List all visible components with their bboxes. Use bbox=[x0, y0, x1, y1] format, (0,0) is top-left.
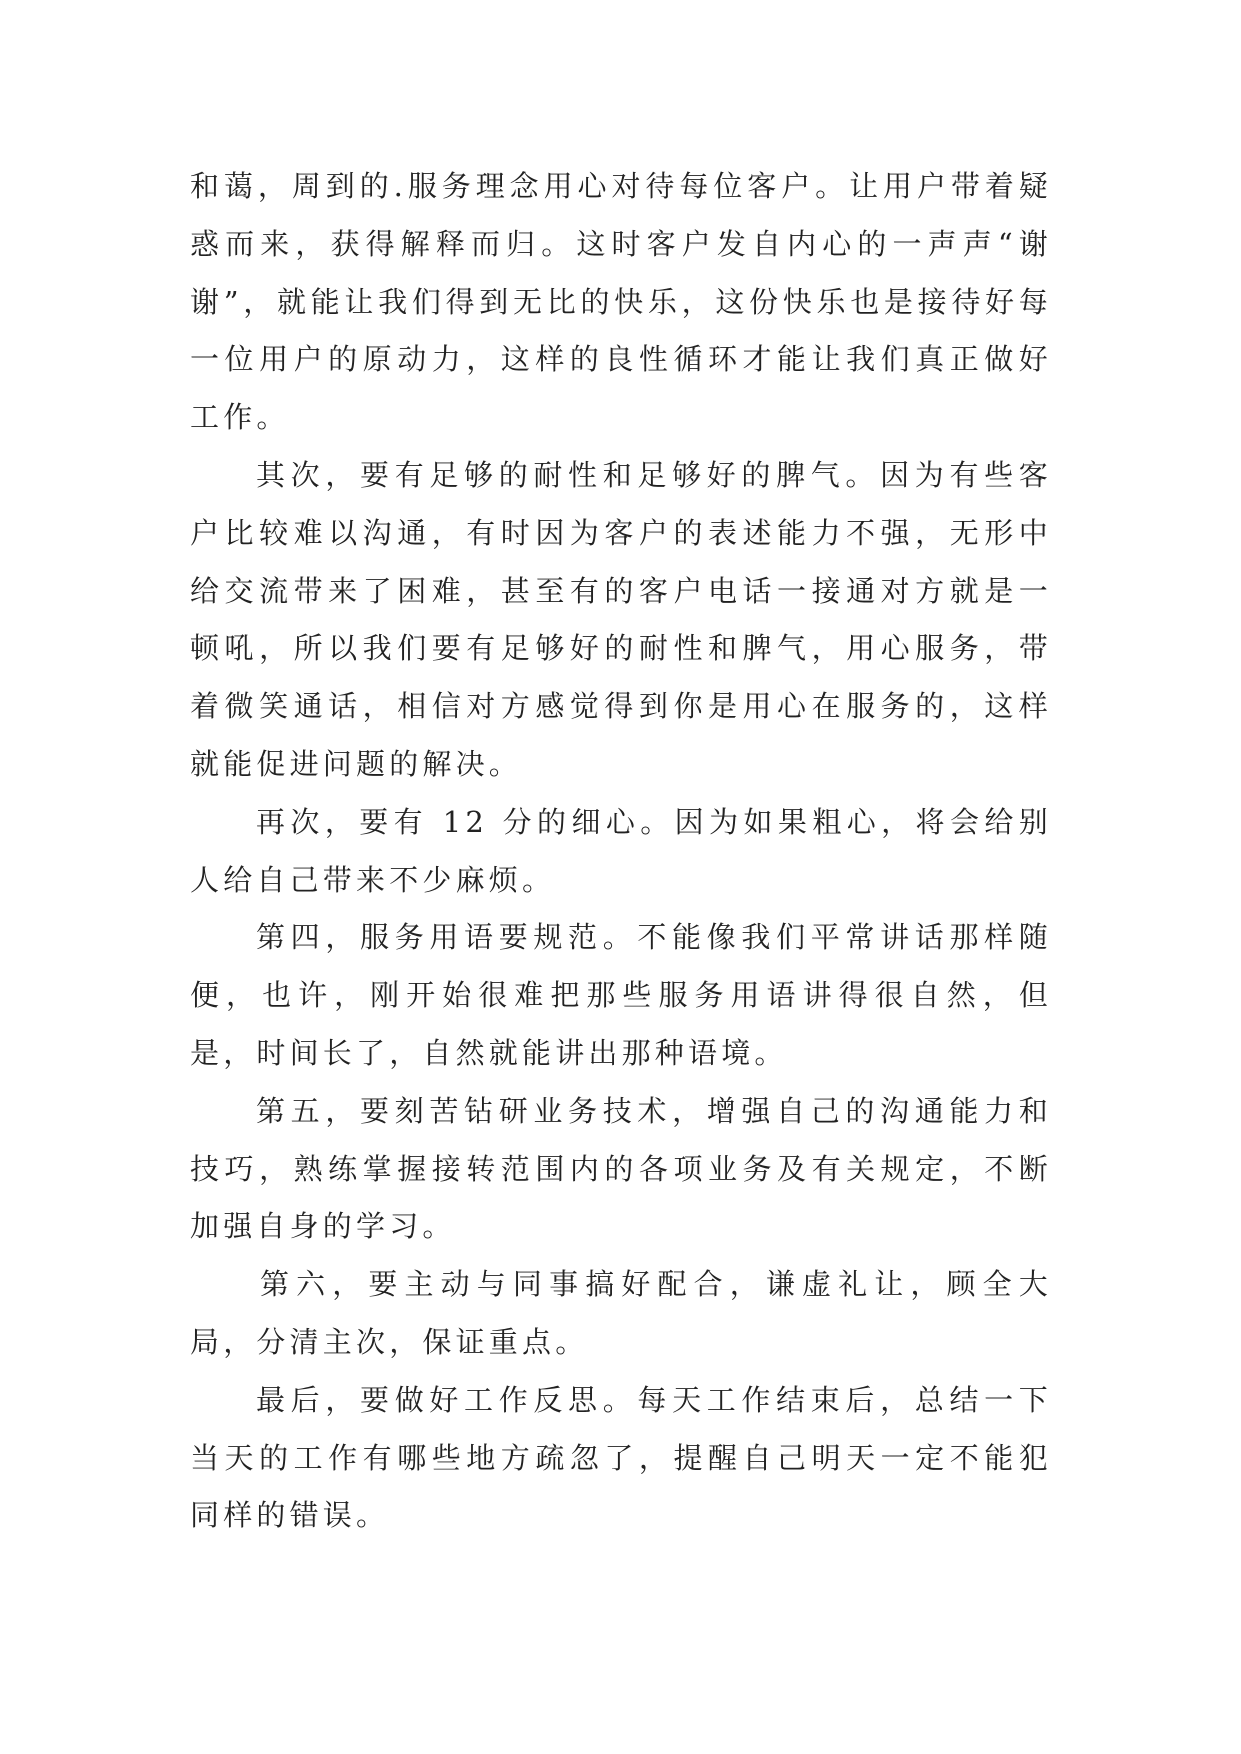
paragraph-thirdly: 再次，要有 12 分的细心。因为如果粗心，将会给别人给自己带来不少麻烦。 bbox=[190, 804, 1052, 897]
paragraph-fourth: 第四，服务用语要规范。不能像我们平常讲话那样随便，也许，刚开始很难把那些服务用语讲得很自然，但是，时间长了，自然就能讲出那种语境。 bbox=[190, 920, 1052, 1070]
paragraph-fifth: 第五，要刻苦钻研业务技术，增强自己的沟通能力和技巧，熟练掌握接转范围内的各项业务及有关规定，不断加强自身的学习。 bbox=[190, 1093, 1052, 1244]
document-body bbox=[190, 158, 1052, 1545]
paragraph-secondly: 其次，要有足够的耐性和足够好的脾气。因为有些客户比较难以沟通，有时因为客户的表述能力不强，无形中给交流带来了困难，甚至有的客户电话一接通对方就是一顿吼，所以我们要有足够好的耐性和脾气，用心服务，带着微笑通话，相信对方感觉得到你是用心在服务的，这样就能促进问题的解决。 bbox=[190, 457, 1052, 781]
paragraph-sixth: 第六，要主动与同事搞好配合，谦虚礼让，顾全大局，分清主次，保证重点。 bbox=[190, 1267, 1052, 1359]
paragraph-finally: 最后，要做好工作反思。每天工作结束后，总结一下当天的工作有哪些地方疏忽了，提醒自己明天一定不能犯同样的错误。 bbox=[190, 1382, 1052, 1533]
paragraph-continuation: 和蔼，周到的.服务理念用心对待每位客户。让用户带着疑惑而来，获得解释而归。这时客户发自内心的一声声“谢谢”，就能让我们得到无比的快乐，这份快乐也是接待好每一位用户的原动力，这样的良性循环才能让我们真正做好工作。 bbox=[190, 169, 1052, 435]
